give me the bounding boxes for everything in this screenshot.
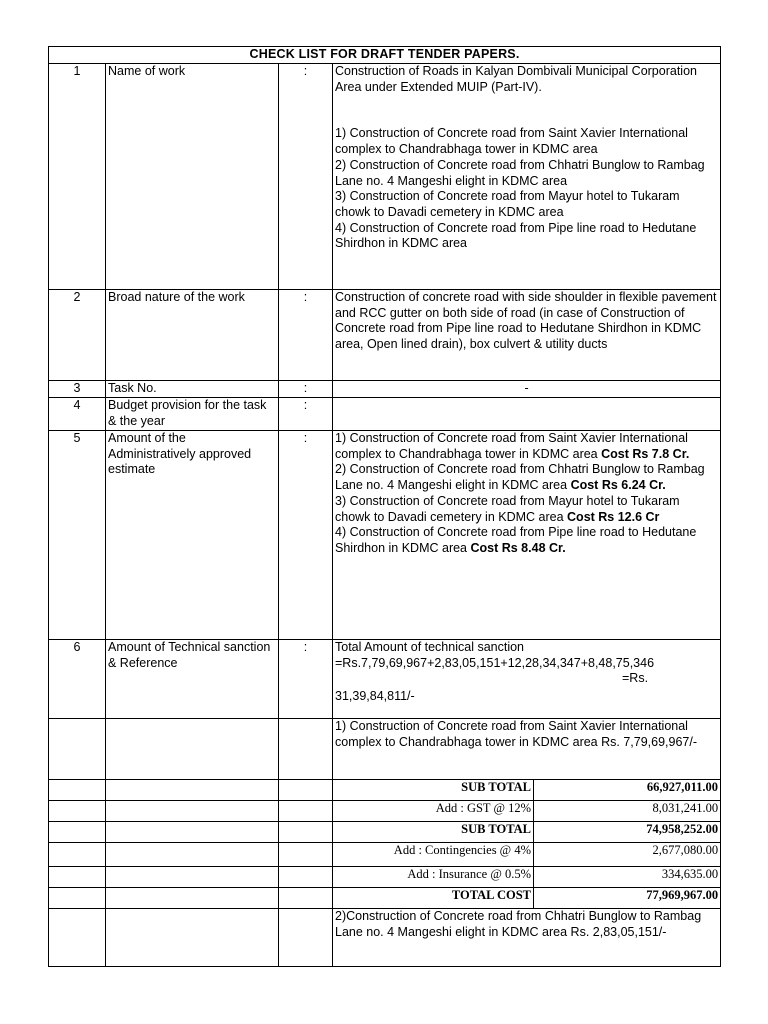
row-label: Broad nature of the work	[106, 290, 279, 381]
row-label: Budget provision for the task & the year	[106, 398, 279, 431]
totals-label: Add : Insurance @ 0.5%	[333, 867, 534, 888]
totals-row	[49, 867, 721, 888]
row-road-1	[49, 719, 721, 780]
road-description: 2)Construction of Concrete road from Chhatri Bunglow to Rambag Lane no. 4 Mangeshi elight in KDMC area Rs. 2,83,05,151/-	[333, 909, 721, 967]
work-intro: Construction of Roads in Kalyan Dombivali Municipal Corporation Area under Extended MUIP (Part-IV).	[335, 64, 697, 94]
row-value	[333, 398, 721, 431]
estimate-item: 4) Construction of Concrete road from Pipe line road to Hedutane Shirdhon in KDMC area Cost Rs 8.48 Cr.	[335, 525, 697, 555]
row-label: Amount of Technical sanction & Reference	[106, 640, 279, 719]
row-label: Task No.	[106, 381, 279, 398]
row-number: 3	[49, 381, 106, 398]
row-task-no	[49, 381, 721, 398]
colon-separator: :	[279, 290, 333, 381]
estimate-item: 2) Construction of Concrete road from Chhatri Bunglow to Rambag Lane no. 4 Mangeshi elight in KDMC area Cost Rs 6.24 Cr.	[335, 462, 705, 493]
row-admin-estimate	[49, 431, 721, 640]
colon-separator: :	[279, 64, 333, 290]
row-value	[333, 640, 721, 719]
work-item: 1) Construction of Concrete road from Saint Xavier International complex to Chandrabhaga tower in KDMC area	[335, 126, 688, 157]
row-number: 4	[49, 398, 106, 431]
totals-row	[49, 843, 721, 867]
colon-separator: :	[279, 381, 333, 398]
colon-separator: :	[279, 398, 333, 431]
totals-label: SUB TOTAL	[333, 822, 534, 843]
totals-label: Add : Contingencies @ 4%	[333, 843, 534, 867]
totals-value: 2,677,080.00	[534, 843, 721, 867]
totals-value: 77,969,967.00	[534, 888, 721, 909]
row-value: -	[333, 381, 721, 398]
totals-row	[49, 801, 721, 822]
row-value	[333, 431, 721, 640]
totals-value: 334,635.00	[534, 867, 721, 888]
title-row	[49, 47, 721, 64]
row-number: 6	[49, 640, 106, 719]
totals-value: 8,031,241.00	[534, 801, 721, 822]
estimate-item: 1) Construction of Concrete road from Saint Xavier International complex to Chandrabhaga tower in KDMC area Cost Rs 7.8 Cr.	[335, 431, 690, 461]
colon-separator: :	[279, 640, 333, 719]
row-number: 1	[49, 64, 106, 290]
work-item: 2) Construction of Concrete road from Chhatri Bunglow to Rambag Lane no. 4 Mangeshi elight in KDMC area	[335, 157, 705, 188]
work-item: 4) Construction of Concrete road from Pipe line road to Hedutane Shirdhon in KDMC area	[335, 220, 697, 251]
row-technical-sanction	[49, 640, 721, 719]
row-broad-nature	[49, 290, 721, 381]
colon-separator: :	[279, 431, 333, 640]
estimate-item: 3) Construction of Concrete road from Mayur hotel to Tukaram chowk to Davadi cemetery in KDMC area Cost Rs 12.6 Cr	[335, 493, 680, 524]
row-road-2	[49, 909, 721, 967]
totals-value: 74,958,252.00	[534, 822, 721, 843]
page-title: CHECK LIST FOR DRAFT TENDER PAPERS.	[49, 47, 721, 64]
row-value: Construction of concrete road with side shoulder in flexible pavement and RCC gutter on both side of road (in case of Construction of Concrete road from Pipe line road to Hedutane Shirdhon in KDMC area, Open lined drain), box culvert & utility ducts	[333, 290, 721, 381]
totals-row	[49, 822, 721, 843]
work-item: 3) Construction of Concrete road from Mayur hotel to Tukaram chowk to Davadi cemetery in KDMC area	[335, 189, 680, 219]
row-label: Amount of the Administratively approved estimate	[106, 431, 279, 640]
checklist-table	[48, 46, 721, 967]
totals-row	[49, 888, 721, 909]
estimate-cost: Cost Rs 12.6 Cr	[567, 509, 660, 524]
road-description: 1) Construction of Concrete road from Saint Xavier International complex to Chandrabhaga tower in KDMC area Rs. 7,79,69,967/-	[333, 719, 721, 780]
row-label: Name of work	[106, 64, 279, 290]
row-name-of-work	[49, 64, 721, 290]
totals-value: 66,927,011.00	[534, 780, 721, 801]
totals-label: Add : GST @ 12%	[333, 801, 534, 822]
row-value	[333, 64, 721, 290]
totals-label: TOTAL COST	[333, 888, 534, 909]
estimate-cost: Cost Rs 8.48 Cr.	[470, 540, 566, 555]
technical-sanction-sum: Total Amount of technical sanction =Rs.7,79,69,967+2,83,05,151+12,28,34,347+8,48,75,346 =Rs. 31,39,84,811/-	[335, 640, 655, 704]
estimate-cost: Cost Rs 6.24 Cr.	[570, 478, 666, 493]
row-number: 5	[49, 431, 106, 640]
row-budget-provision	[49, 398, 721, 431]
totals-row	[49, 780, 721, 801]
totals-label: SUB TOTAL	[333, 780, 534, 801]
row-number: 2	[49, 290, 106, 381]
estimate-cost: Cost Rs 7.8 Cr.	[601, 446, 690, 461]
